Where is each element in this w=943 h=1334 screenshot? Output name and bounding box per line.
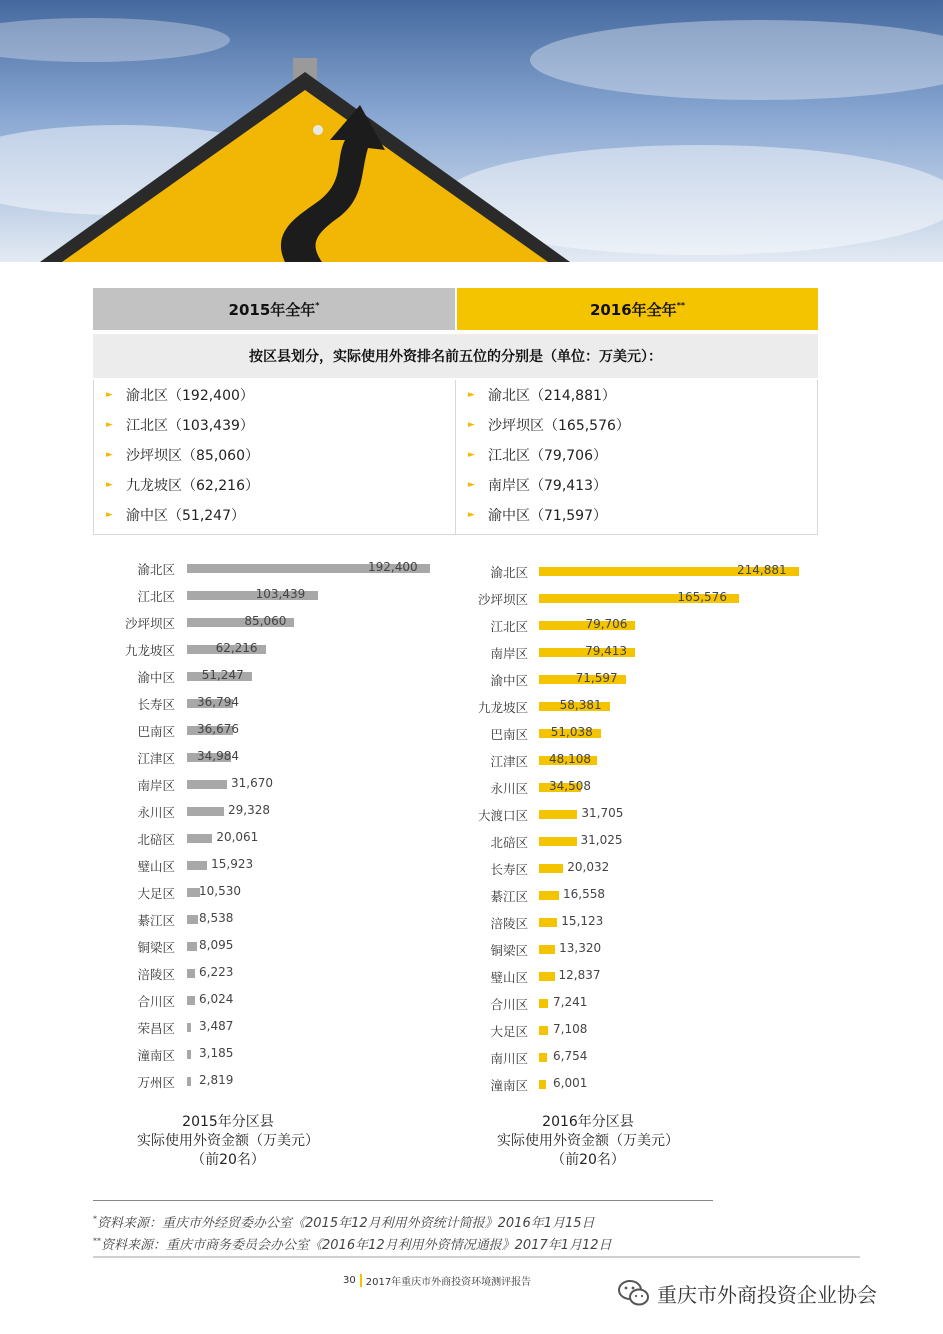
category-label: 永川区 (490, 781, 528, 796)
category-label: 江北区 (137, 589, 175, 604)
bar (539, 1080, 546, 1089)
category-label: 大渡口区 (477, 808, 528, 823)
header-2016-mark: ** (676, 300, 686, 310)
bar (539, 918, 557, 927)
ranking-subtitle: 按区县划分，实际使用外资排名前五位的分别是（单位：万美元）： (93, 334, 818, 378)
bar-value-label: 192,400 (368, 560, 418, 574)
source-text: 资料来源：重庆市商务委员会办公室《2016年12月利用外资情况通报》2017年1月12日 (101, 1238, 612, 1253)
category-label: 綦江区 (490, 889, 528, 904)
category-label: 北碚区 (137, 832, 175, 847)
triangle-bullet-icon: ► (468, 450, 475, 460)
bar (539, 810, 577, 819)
list-item-text: 江北区（103,439） (126, 418, 254, 434)
top5-list-2016 (455, 380, 818, 535)
bar-value-label: 6,024 (199, 992, 234, 1006)
divider (93, 1256, 860, 1258)
bar (187, 1023, 191, 1032)
bar (187, 780, 227, 789)
list-item (456, 410, 817, 440)
page-footer (343, 1273, 531, 1288)
bar-value-label: 6,754 (553, 1049, 588, 1063)
bar-value-label: 3,487 (199, 1019, 234, 1033)
caption-line: 实际使用外资金额（万美元） (137, 1133, 319, 1149)
category-label: 渝中区 (490, 673, 528, 688)
road-sign-illustration (0, 0, 943, 262)
bar-value-label: 13,320 (559, 941, 602, 955)
wechat-icon (617, 1278, 651, 1308)
bar (187, 942, 197, 951)
category-label: 沙坪坝区 (477, 592, 528, 607)
caption-line: 实际使用外资金额（万美元） (497, 1133, 679, 1149)
category-label: 大足区 (490, 1024, 528, 1039)
bar-value-label: 29,328 (228, 803, 271, 817)
list-item-text: 渝中区（51,247） (126, 508, 245, 524)
bar-value-label: 31,025 (580, 833, 623, 847)
page-number: 30 (343, 1275, 356, 1286)
bar-value-label: 31,705 (581, 806, 624, 820)
category-label: 长寿区 (137, 697, 175, 712)
bar (187, 915, 198, 924)
triangle-bullet-icon: ► (106, 450, 113, 460)
caption-line: （前20名） (551, 1152, 625, 1168)
category-label: 荣昌区 (137, 1021, 175, 1036)
source-text: 资料来源：重庆市外经贸委办公室《2015年12月利用外资统计简报》2016年1月15日 (97, 1216, 595, 1231)
category-label: 铜梁区 (137, 940, 175, 955)
bar (187, 996, 195, 1005)
bar-value-label: 2,819 (199, 1073, 234, 1087)
report-title: 2017年重庆市外商投资环境测评报告 (365, 1277, 532, 1288)
category-label: 巴南区 (490, 727, 528, 742)
list-item (94, 500, 455, 530)
category-label: 九龙坡区 (477, 700, 528, 715)
header-2015-mark: * (315, 300, 320, 310)
bar (187, 861, 207, 870)
category-label: 潼南区 (137, 1048, 175, 1063)
divider (93, 1200, 713, 1201)
bar-value-label: 214,881 (737, 563, 787, 577)
bar-value-label: 7,108 (553, 1022, 588, 1036)
bar (187, 1050, 191, 1059)
category-label: 江北区 (490, 619, 528, 634)
list-item (94, 440, 455, 470)
bar-value-label: 16,558 (563, 887, 606, 901)
list-item (94, 470, 455, 500)
category-label: 綦江区 (137, 913, 175, 928)
category-label: 永川区 (137, 805, 175, 820)
bar-value-label: 12,837 (558, 968, 601, 982)
triangle-bullet-icon: ► (106, 510, 113, 520)
bar-value-label: 79,706 (585, 617, 628, 631)
bar-value-label: 6,223 (199, 965, 234, 979)
bar-value-label: 20,061 (216, 830, 259, 844)
chart-2015-caption (118, 1113, 338, 1170)
category-label: 长寿区 (490, 862, 528, 877)
header-2015 (93, 288, 455, 330)
bar (187, 807, 224, 816)
category-label: 沙坪坝区 (124, 616, 175, 631)
category-label: 大足区 (137, 886, 175, 901)
bar-value-label: 34,984 (197, 749, 239, 763)
category-label: 北碚区 (490, 835, 528, 850)
bar-value-label: 20,032 (567, 860, 610, 874)
category-label: 铜梁区 (490, 943, 528, 958)
bar-chart-2016 (448, 563, 808, 1103)
triangle-bullet-icon: ► (468, 420, 475, 430)
triangle-bullet-icon: ► (468, 480, 475, 490)
header-2016-label: 2016年全年 (589, 300, 677, 319)
list-item-text: 九龙坡区（62,216） (126, 478, 259, 494)
category-label: 南川区 (490, 1051, 528, 1066)
caption-line: 2016年分区县 (542, 1114, 634, 1130)
header-2016 (457, 288, 818, 330)
list-item (456, 440, 817, 470)
triangle-bullet-icon: ► (468, 390, 475, 400)
bar (187, 1077, 191, 1086)
category-label: 涪陵区 (137, 967, 175, 982)
top5-list-2015 (93, 380, 456, 535)
bar-chart-2015 (95, 560, 455, 1100)
category-label: 渝北区 (490, 565, 528, 580)
category-label: 渝北区 (137, 562, 175, 577)
triangle-bullet-icon: ► (106, 420, 113, 430)
category-label: 南岸区 (490, 646, 528, 661)
bar-value-label: 15,923 (211, 857, 254, 871)
bar-value-label: 62,216 (215, 641, 258, 655)
category-label: 璧山区 (490, 970, 528, 985)
category-label: 潼南区 (490, 1078, 528, 1093)
bar-value-label: 8,538 (199, 911, 234, 925)
bar-value-label: 51,247 (201, 668, 244, 682)
source-mark: ** (93, 1236, 101, 1246)
bar-value-label: 103,439 (255, 587, 306, 601)
source-note-2016 (93, 1234, 612, 1253)
bar-value-label: 36,676 (197, 722, 239, 736)
bar (539, 999, 548, 1008)
bar (539, 945, 555, 954)
bar (539, 837, 577, 846)
bar-value-label: 58,381 (559, 698, 602, 712)
source-mark: * (93, 1214, 97, 1224)
list-item-text: 南岸区（79,413） (488, 478, 607, 494)
footer-separator (360, 1274, 362, 1287)
bar-value-label: 7,241 (553, 995, 588, 1009)
bar-value-label: 79,413 (585, 644, 628, 658)
bar-value-label: 36,794 (197, 695, 239, 709)
chart-2016-caption (478, 1113, 698, 1170)
list-item (94, 410, 455, 440)
triangle-bullet-icon: ► (106, 390, 113, 400)
bar-value-label: 15,123 (561, 914, 604, 928)
bar (187, 834, 212, 843)
category-label: 江津区 (490, 754, 528, 769)
bar-value-label: 71,597 (575, 671, 618, 685)
category-label: 九龙坡区 (124, 643, 175, 658)
bar (539, 1053, 547, 1062)
caption-line: （前20名） (191, 1152, 265, 1168)
bar (539, 1026, 548, 1035)
bar-value-label: 6,001 (553, 1076, 588, 1090)
bar-value-label: 31,670 (230, 776, 273, 790)
bar-value-label: 85,060 (244, 614, 287, 628)
list-item-text: 沙坪坝区（165,576） (488, 418, 630, 434)
triangle-bullet-icon: ► (468, 510, 475, 520)
list-item (456, 500, 817, 530)
list-item (456, 380, 817, 410)
category-label: 巴南区 (137, 724, 175, 739)
list-item-text: 渝北区（192,400） (126, 388, 254, 404)
bar (539, 972, 555, 981)
bar (539, 864, 563, 873)
hero-photo (0, 0, 943, 262)
source-note-2015 (93, 1212, 595, 1231)
brand-name: 重庆市外商投资企业协会 (657, 1282, 877, 1307)
list-item-text: 沙坪坝区（85,060） (126, 448, 259, 464)
category-label: 合川区 (137, 994, 175, 1009)
bar (539, 891, 559, 900)
list-item (456, 470, 817, 500)
category-label: 南岸区 (137, 778, 175, 793)
bar (187, 969, 195, 978)
bar-value-label: 3,185 (199, 1046, 234, 1060)
triangle-bullet-icon: ► (106, 480, 113, 490)
category-label: 涪陵区 (490, 916, 528, 931)
header-2015-label: 2015年全年 (228, 300, 316, 319)
list-item-text: 江北区（79,706） (488, 448, 607, 464)
category-label: 江津区 (137, 751, 175, 766)
category-label: 璧山区 (137, 859, 175, 874)
list-item-text: 渝中区（71,597） (488, 508, 607, 524)
wechat-brand (617, 1278, 877, 1308)
list-item-text: 渝北区（214,881） (488, 388, 616, 404)
bar-value-label: 51,038 (550, 725, 593, 739)
list-item (94, 380, 455, 410)
caption-line: 2015年分区县 (182, 1114, 274, 1130)
category-label: 万州区 (137, 1075, 175, 1090)
bar-value-label: 34,508 (549, 779, 591, 793)
category-label: 合川区 (490, 997, 528, 1012)
bar-value-label: 48,108 (549, 752, 591, 766)
bar-value-label: 8,095 (199, 938, 234, 952)
bar-value-label: 165,576 (677, 590, 727, 604)
category-label: 渝中区 (137, 670, 175, 685)
bar-value-label: 10,530 (199, 884, 241, 898)
